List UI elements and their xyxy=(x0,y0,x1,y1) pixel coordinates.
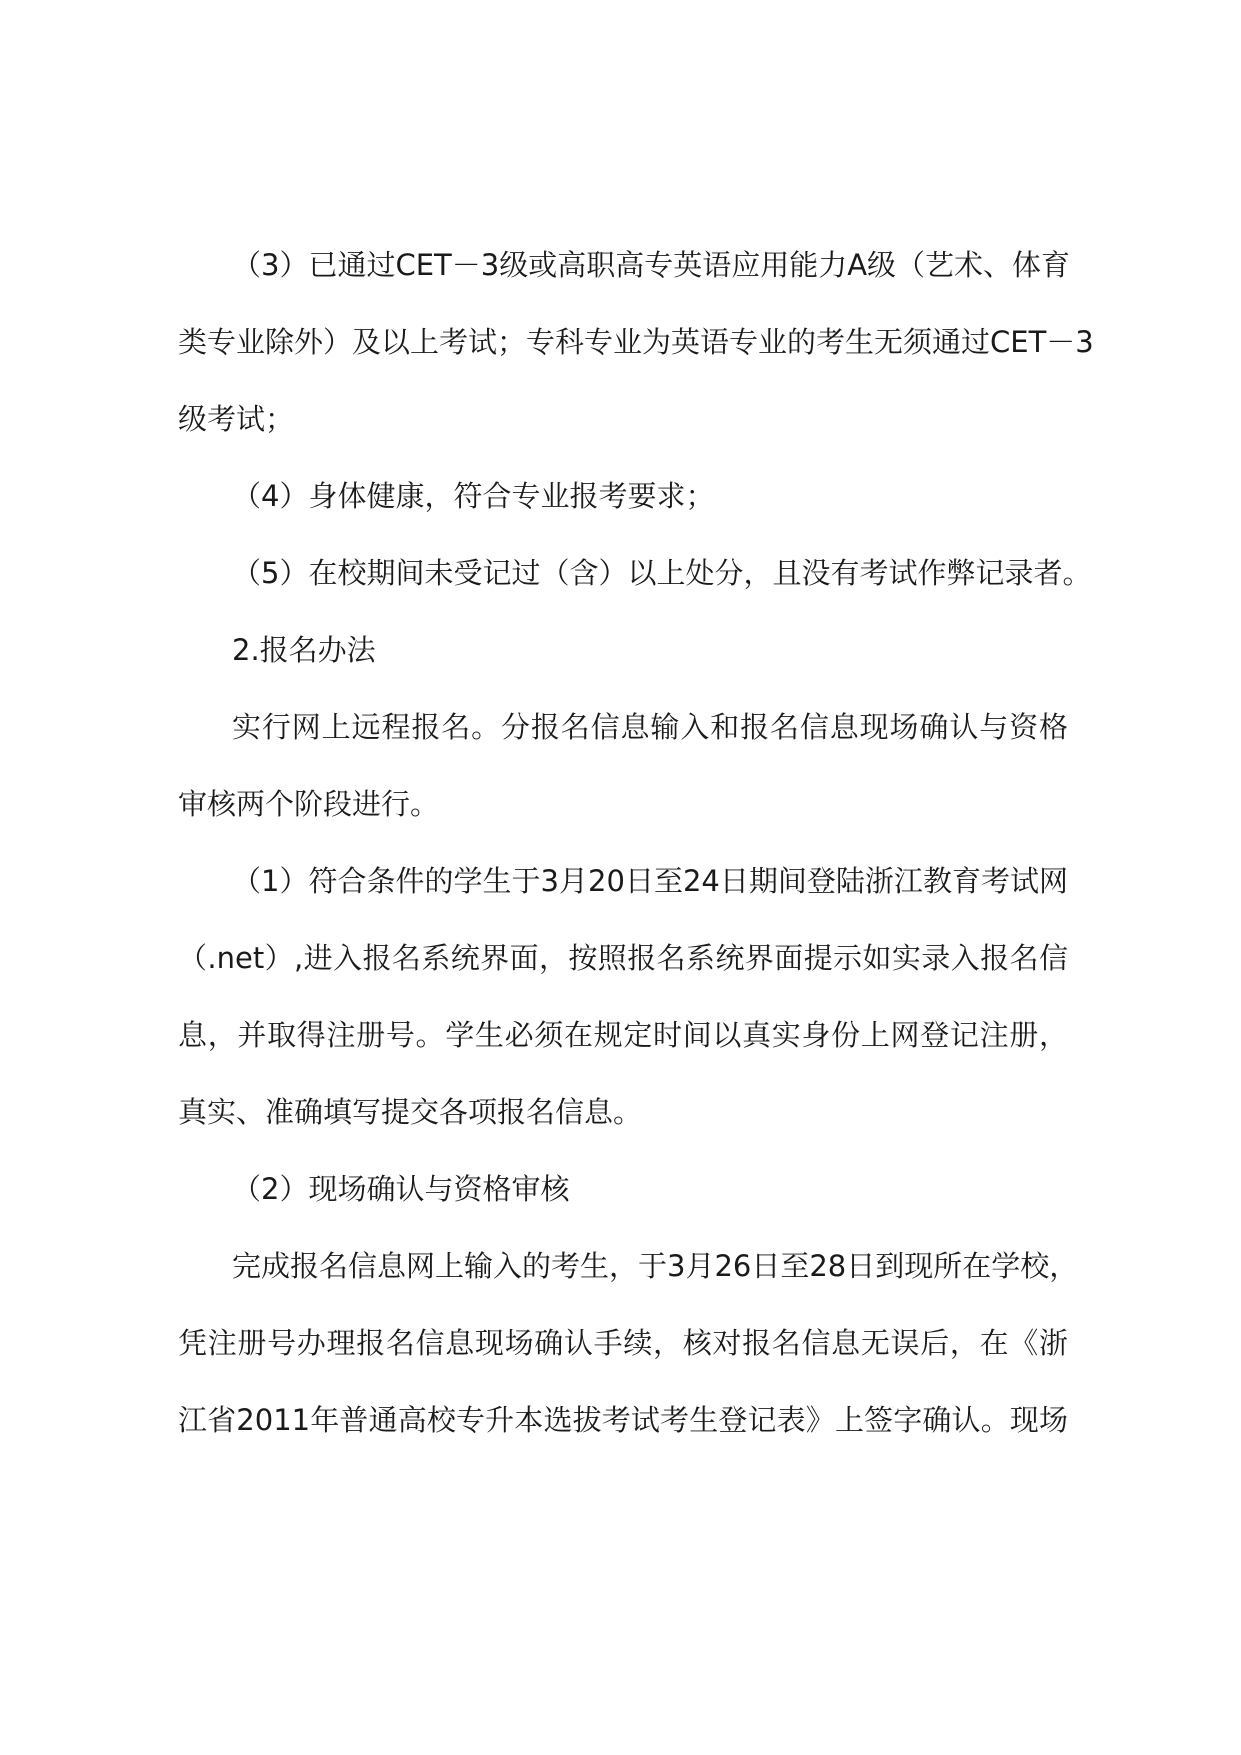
paragraph-line-9: （1）符合条件的学生于3月20日至24日期间登陆浙江教育考试网 xyxy=(232,864,1068,898)
paragraph-line-10: （.net）,进入报名系统界面，按照报名系统界面提示如实录入报名信 xyxy=(178,941,1068,975)
paragraph-line-4: （4）身体健康，符合专业报考要求； xyxy=(232,479,715,513)
paragraph-line-12: 真实、准确填写提交各项报名信息。 xyxy=(178,1095,643,1129)
paragraph-line-14: 完成报名信息网上输入的考生，于3月26日至28日到现所在学校， xyxy=(232,1249,1079,1283)
paragraph-line-2: 类专业除外）及以上考试；专科专业为英语专业的考生无须通过CET－3 xyxy=(178,325,1094,359)
paragraph-line-7: 实行网上远程报名。分报名信息输入和报名信息现场确认与资格 xyxy=(232,710,1068,744)
paragraph-line-1: （3）已通过CET－3级或高职高专英语应用能力A级（艺术、体育 xyxy=(232,248,1071,282)
paragraph-line-15: 凭注册号办理报名信息现场确认手续，核对报名信息无误后，在《浙 xyxy=(178,1326,1068,1360)
paragraph-line-16: 江省2011年普通高校专升本选拔考试考生登记表》上签字确认。现场 xyxy=(178,1403,1068,1437)
paragraph-line-3: 级考试； xyxy=(178,402,295,436)
paragraph-line-11: 息，并取得注册号。学生必须在规定时间以真实身份上网登记注册， xyxy=(178,1018,1068,1052)
subsection-heading: （2）现场确认与资格审核 xyxy=(232,1172,570,1206)
section-heading: 2.报名办法 xyxy=(232,633,376,667)
paragraph-line-8: 审核两个阶段进行。 xyxy=(178,787,440,821)
paragraph-line-5: （5）在校期间未受记过（含）以上处分，且没有考试作弊记录者。 xyxy=(232,556,1092,590)
